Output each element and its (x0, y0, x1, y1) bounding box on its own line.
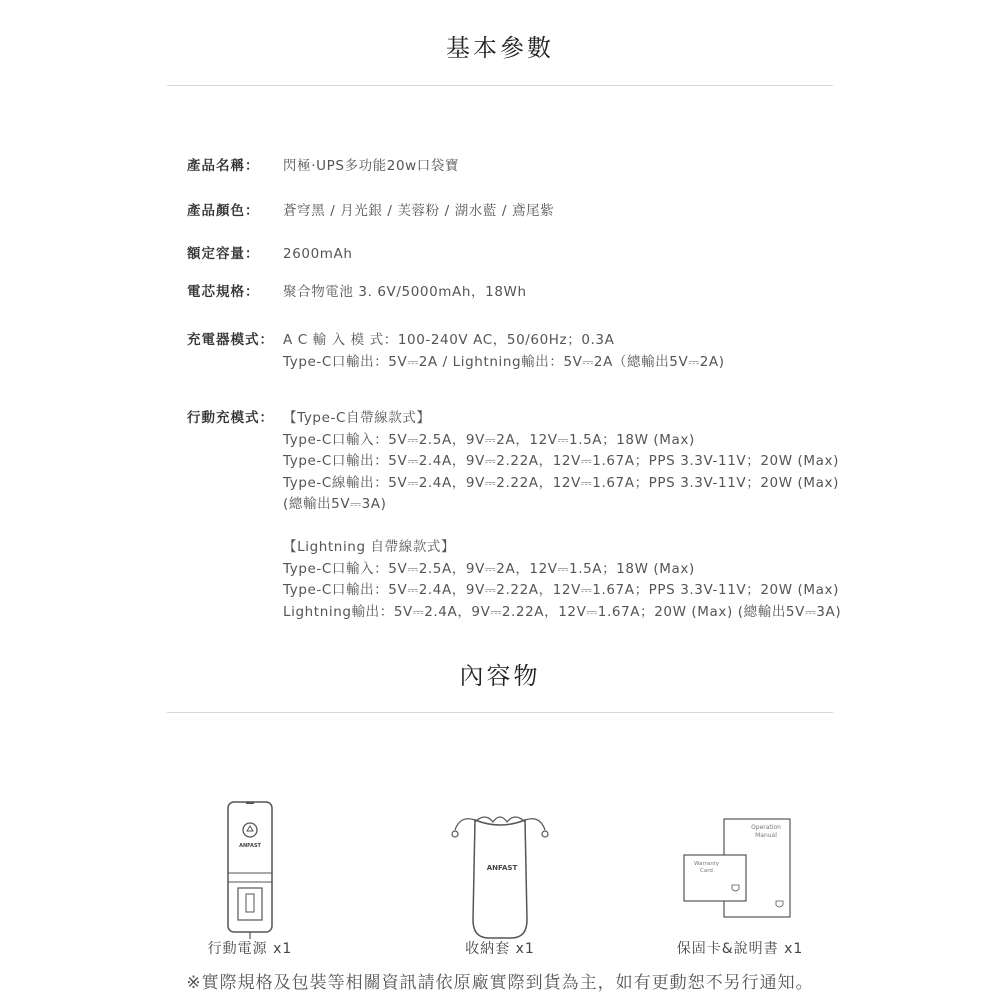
disclaimer-footnote: ※實際規格及包裝等相關資訊請依原廠實際到貨為主，如有更動恕不另行通知。 (186, 973, 814, 993)
spec-values (283, 408, 841, 623)
spec-value-line: (總輸出5V⎓3A) (283, 496, 387, 512)
spec-values (283, 330, 725, 373)
spec-value-line: 聚合物電池 3. 6V/5000mAh，18Wh (283, 284, 527, 300)
pouch-brand: ANFAST (486, 864, 518, 872)
warranty-text-line-1: Warranty (694, 861, 720, 867)
spec-title-divider (167, 85, 833, 86)
spec-value-line: A C 輸 入 模 式：100-240V AC，50/60Hz；0.3A (283, 332, 615, 348)
spec-value-line: Type-C口輸出：5V⎓2A / Lightning輸出：5V⎓2A（總輸出5V⎓2A) (283, 353, 725, 370)
spec-label: 額定容量： (187, 246, 260, 262)
manual-text-line-2: Manual (755, 832, 777, 839)
spec-label: 產品名稱： (187, 158, 260, 174)
spec-values (283, 244, 353, 266)
manual-text-line-1: Operation (751, 824, 781, 831)
spec-value-line: Type-C口輸入：5V⎓2.5A，9V⎓2A，12V⎓1.5A；18W (Max) (283, 560, 695, 577)
spec-label: 電芯規格： (187, 284, 260, 300)
spec-values (283, 156, 459, 178)
manual-card-icon (680, 815, 800, 945)
spec-values (283, 282, 527, 304)
spec-value-line: 蒼穹黑 / 月光銀 / 芙蓉粉 / 湖水藍 / 鳶尾紫 (283, 203, 555, 219)
contents-section-title: 內容物 (459, 662, 541, 690)
manual-card-caption: 保固卡&說明書 x1 (676, 941, 804, 957)
spec-values (283, 201, 554, 223)
pouch-caption: 收納套 x1 (465, 941, 535, 957)
spec-value-line: 2600mAh (283, 246, 353, 262)
contents-title-divider (167, 712, 833, 713)
spec-value-line: 【Lightning 自帶線款式】 (283, 539, 456, 555)
spec-value-line: Type-C口輸入：5V⎓2.5A，9V⎓2A，12V⎓1.5A；18W (Max) (283, 431, 695, 448)
spec-label: 產品顏色： (187, 203, 260, 219)
spec-value-line: Type-C線輸出：5V⎓2.4A，9V⎓2.22A，12V⎓1.67A；PPS 3.3V-11V；20W (Max) (283, 474, 839, 491)
spec-section-title: 基本參數 (446, 34, 554, 62)
spec-label: 行動充模式： (187, 410, 274, 426)
warranty-text-line-2: Card (700, 868, 713, 874)
power-bank-icon (220, 800, 280, 940)
power-bank-brand: ANFAST (239, 843, 261, 849)
spec-value-line: Lightning輸出：5V⎓2.4A，9V⎓2.22A，12V⎓1.67A；20W (Max) (總輸出5V⎓3A) (283, 603, 842, 620)
power-bank-caption: 行動電源 x1 (207, 941, 293, 957)
spec-value-line: Type-C口輸出：5V⎓2.4A，9V⎓2.22A，12V⎓1.67A；PPS 3.3V-11V；20W (Max) (283, 582, 839, 598)
spec-gap (283, 516, 841, 538)
pouch-icon (445, 800, 555, 940)
spec-value-line: 【Type-C自帶線款式】 (283, 410, 431, 426)
spec-label: 充電器模式： (187, 332, 274, 348)
spec-value-line: 閃極·UPS多功能20w口袋寶 (283, 158, 460, 174)
spec-value-line: Type-C口輸出：5V⎓2.4A，9V⎓2.22A，12V⎓1.67A；PPS 3.3V-11V；20W (Max) (283, 453, 839, 469)
